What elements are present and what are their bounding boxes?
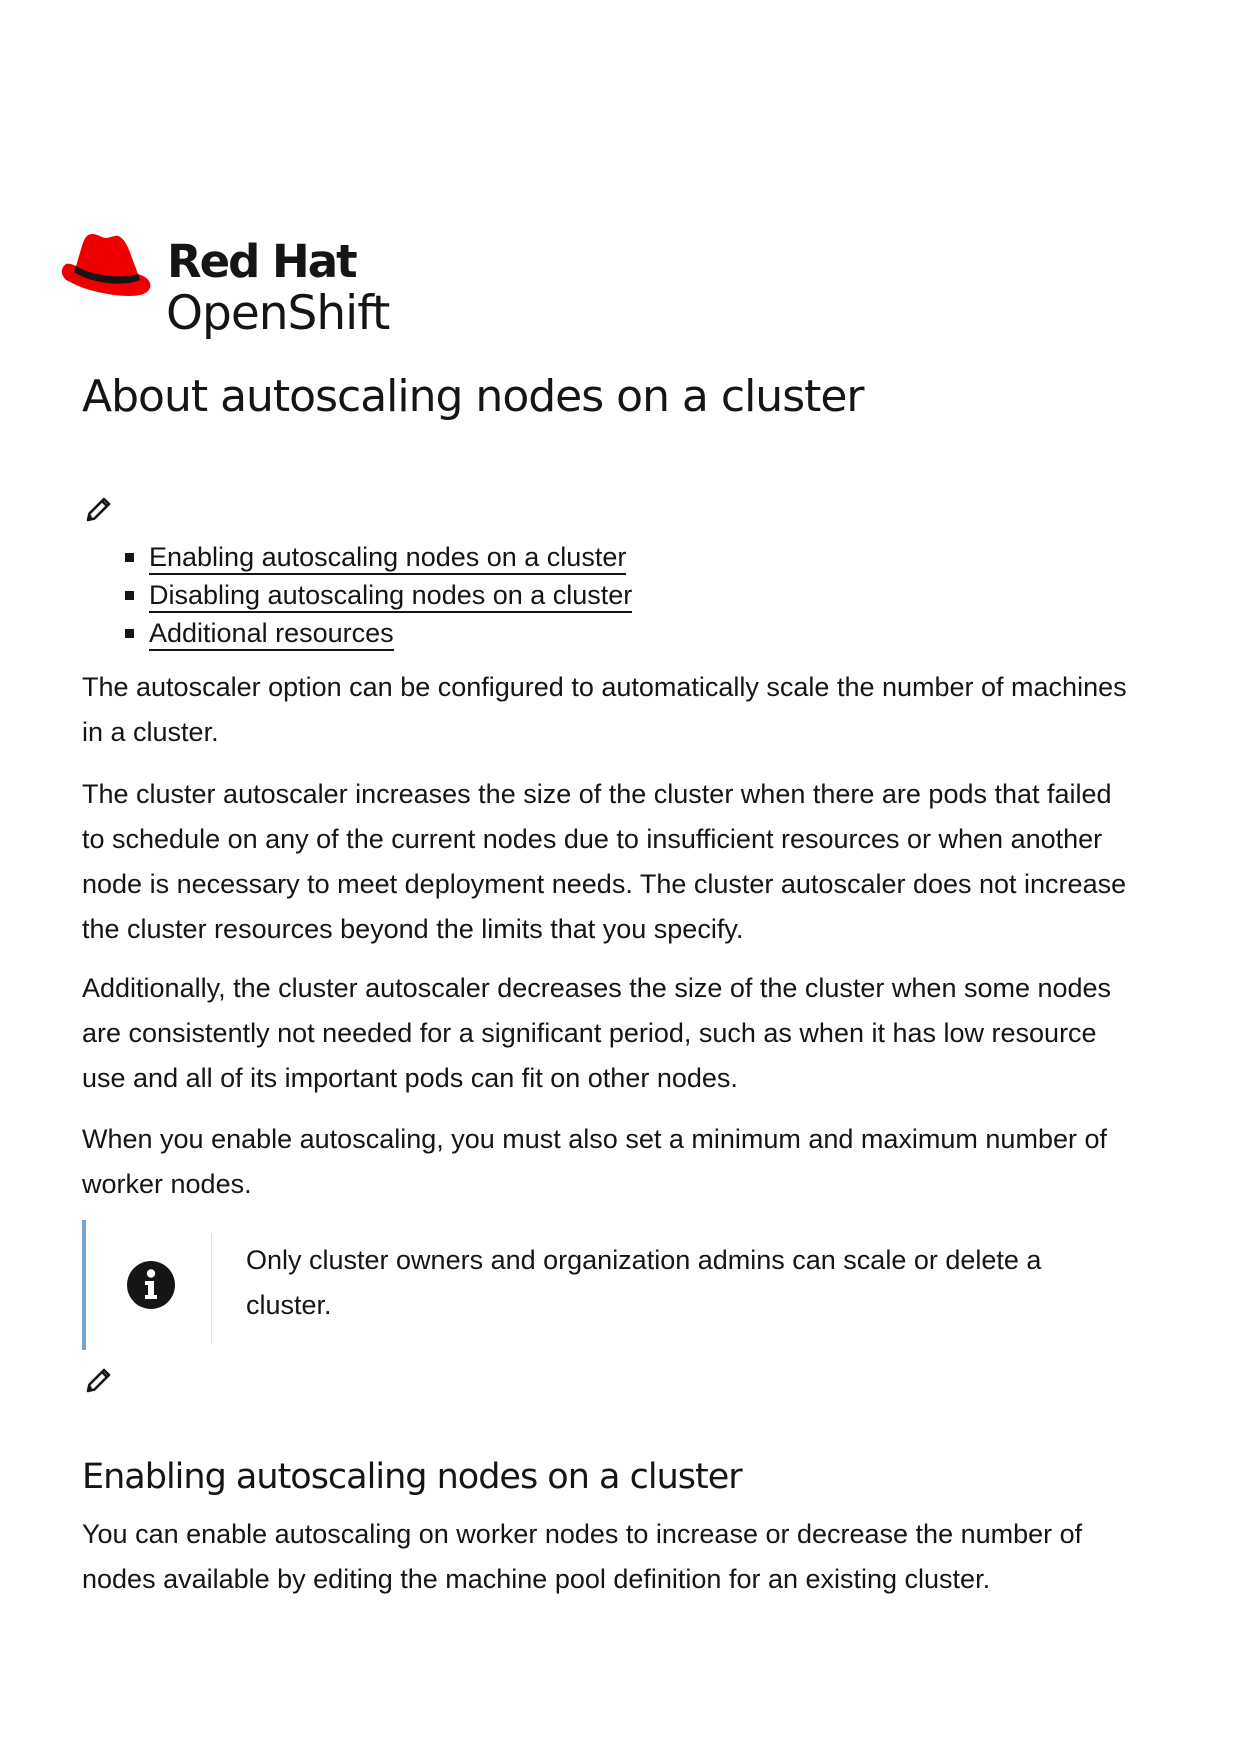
info-icon: [127, 1261, 175, 1309]
red-hat-logo-icon: [58, 228, 154, 300]
note-divider: [211, 1234, 212, 1344]
logo-brand-text: Red Hat: [167, 235, 356, 288]
toc-link-additional-resources[interactable]: Additional resources: [149, 618, 394, 651]
toc-link-enabling[interactable]: Enabling autoscaling nodes on a cluster: [149, 542, 626, 575]
section-title: Enabling autoscaling nodes on a cluster: [82, 1457, 742, 1497]
toc-item: [125, 538, 632, 576]
toc-item: [125, 576, 632, 614]
section-paragraph: You can enable autoscaling on worker nodes to increase or decrease the number of nodes available by editing the machine pool definition for an existing cluster.: [82, 1519, 1083, 1594]
pencil-icon[interactable]: [84, 494, 114, 524]
intro-paragraph: The autoscaler option can be configured to automatically scale the number of machines in a cluster.: [82, 672, 1127, 747]
pencil-icon[interactable]: [84, 1365, 114, 1395]
red-hat-openshift-logo: [58, 228, 418, 348]
min-max-paragraph: When you enable autoscaling, you must also set a minimum and maximum number of worker nodes.: [82, 1124, 1107, 1199]
note-text: Only cluster owners and organization admins can scale or delete a cluster.: [246, 1245, 1042, 1320]
toc-item: [125, 614, 632, 652]
table-of-contents: [125, 538, 632, 652]
info-note: [82, 1220, 1136, 1350]
toc-link-disabling[interactable]: Disabling autoscaling nodes on a cluster: [149, 580, 632, 613]
bullet: [125, 629, 134, 638]
scale-down-paragraph: Additionally, the cluster autoscaler decreases the size of the cluster when some nodes are consistently not needed for a significant period, such as when it has low resource use and all of its important pods can fit on other nodes.: [82, 973, 1112, 1093]
scale-up-paragraph: The cluster autoscaler increases the size of the cluster when there are pods that failed to schedule on any of the current nodes due to insufficient resources or when another node is necessary to meet deployment needs. The cluster autoscaler does not increase the cluster resources beyond the limits that you specify.: [82, 779, 1127, 944]
logo-product-text: OpenShift: [166, 286, 390, 341]
page-title: About autoscaling nodes on a cluster: [82, 371, 864, 422]
bullet: [125, 591, 134, 600]
bullet: [125, 553, 134, 562]
